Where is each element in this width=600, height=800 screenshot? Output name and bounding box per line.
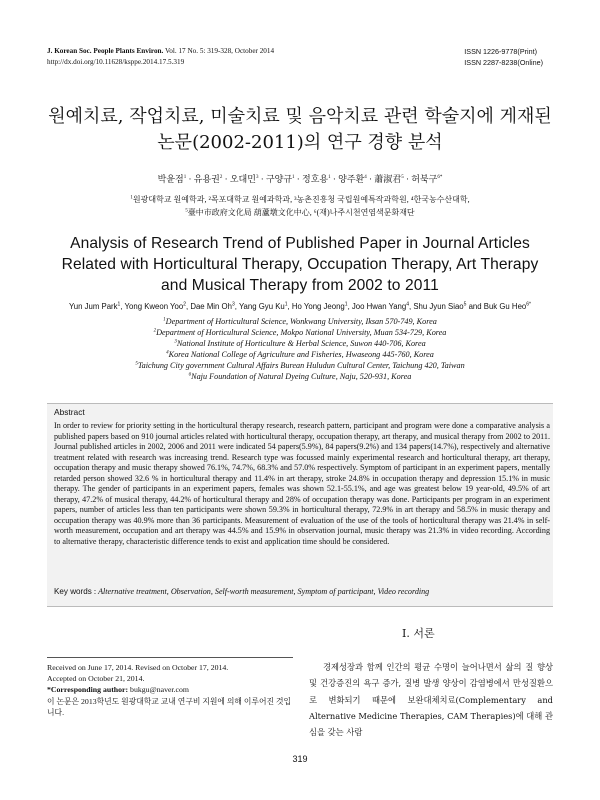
author-affiliation-marker: 1 — [284, 301, 288, 308]
english-author-list — [0, 302, 600, 311]
author-name: Yang Gyu Ku — [238, 302, 285, 311]
author-affiliation-marker: 1 — [292, 175, 295, 180]
affiliation-text: Naju Foundation of Natural Dyeing Culture, Naju, 520-931, Korea — [191, 372, 412, 381]
korean-title-line-2: 논문(2002-2011)의 연구 경향 분석 — [157, 132, 443, 153]
issn-block — [464, 46, 543, 68]
korean-affiliations — [0, 193, 600, 219]
author-name: 유용권 — [193, 174, 220, 184]
english-title-line-1: Analysis of Research Trend of Published Paper in Journal Articles — [70, 235, 530, 252]
keywords — [54, 587, 429, 596]
author-affiliation-marker: 3 — [231, 301, 235, 308]
author-affiliation-marker: 1 — [344, 301, 348, 308]
author-separator: · — [186, 174, 194, 184]
affiliation-marker: 5 — [135, 361, 138, 367]
corresponding-author-label: *Corresponding author: — [47, 685, 129, 695]
english-title-line-2: Related with Horticultural Therapy, Occupation Therapy, Art Therapy — [61, 256, 539, 273]
abstract-text: In order to review for priority setting in the horticultural therapy research, research pattern, participant and program were done a comparative analysis a published papers based on 910 journal articles related with horticultural therapy, occupation therapy, art therapy, and musical therapy from 2002 to 2011. Journal published articles in 2002, 2006 and 2011 were indicated 54 papers(5.9%), 84 papers(9.2%) and 134 papers(14.7%), respectively and alternative treatment related with research was increasing trend. Research type was focussed mainly experimental research and horticultural therapy, art therapy, occupation therapy and music therapy showed 76.1%, 74.7%, 68.3% and 57.0% respectively. Symptom of participant in an experiment papers, mentally retarded person showed 32.6 % in horticultural therapy and 11.4% in art therapy, stroke 24.8% in occupation therapy and depression 15.1% in music therapy. The gender of participants in an experiment papers, females was shown 52.1-55.1%, and age was greatest below 19 year-old, 49.5% of art therapy, 47.2% of musical therapy, 44.2% of horticultural therapy and 28% of occupation therapy was done. Participants per program in an experiment papers, number of articles less than ten participants were shown 59.3% in horticultural therapy, 72.9% in art therapy and 58.5% in music therapy and occupation therapy was 40.9% more than 36 participants. Measurement of evaluation of the use of the tools of horticultural therapy was 21.4% in self-worth measurement, occupation and art therapy was 44.5% and 15.9% in observation journal, music therapy was 21.3% in video recording. According to alternative therapy, characteristic difference tends to exist and application time should be considered. — [54, 421, 550, 546]
received-date: Received on June 17, 2014. Revised on October 17, 2014. — [47, 663, 229, 672]
author-affiliation-marker: 4 — [364, 175, 367, 180]
author-affiliation-marker: 2 — [183, 301, 186, 308]
english-affiliation-line — [0, 338, 600, 349]
author-name: 양주환 — [338, 174, 365, 184]
author-name: 구양규 — [265, 174, 293, 184]
affiliation-text: Department of Horticultural Science, Mokpo National University, Muan 534-729, Korea — [156, 328, 447, 337]
korean-affiliation-line-1: 원광대학교 원예학과, ²목포대학교 원예과학과, ³농촌진흥청 국립원예특작과학원, ⁴한국농수산대학, — [132, 195, 470, 204]
affiliation-marker: 2 — [153, 328, 157, 334]
footnote-divider — [47, 657, 293, 658]
korean-title — [0, 104, 600, 156]
english-affiliation-line — [0, 371, 600, 382]
author-separator: , — [234, 302, 239, 311]
affiliation-text: Taichung City government Cultural Affairs Burean Huludun Cultural Center, Taichung 420, Taiwan — [137, 361, 465, 370]
author-separator: · — [330, 174, 339, 184]
author-affiliation-marker: 1 — [328, 175, 331, 180]
footnote — [47, 662, 297, 718]
author-separator: , — [409, 302, 414, 311]
author-name: 蕭淑君 — [374, 174, 402, 184]
author-separator: , — [186, 302, 191, 311]
english-affiliation-line — [0, 360, 600, 371]
author-separator: · — [294, 174, 303, 184]
author-separator: · — [366, 174, 375, 184]
english-affiliations — [0, 316, 600, 382]
doi-link[interactable]: http://dx.doi.org/10.11628/ksppe.2014.17.5.319 — [47, 58, 185, 66]
english-title — [0, 233, 600, 296]
author-affiliation-marker: 6* — [437, 175, 443, 180]
author-separator: , — [347, 302, 352, 311]
keywords-label: Key words — [54, 587, 92, 596]
affiliation-marker: 6 — [188, 372, 192, 378]
author-separator: , — [287, 302, 292, 311]
english-affiliation-line — [0, 349, 600, 360]
author-separator: and — [466, 302, 484, 311]
author-affiliation-marker: 5 — [401, 175, 404, 180]
section-heading-introduction: Ⅰ. 서론 — [402, 627, 435, 640]
author-name: 오대민 — [229, 174, 256, 184]
issn-print: ISSN 1226-9778(Print) — [464, 47, 537, 56]
author-name: Shu Jyun Siao — [413, 302, 464, 311]
journal-name: J. Korean Soc. People Plants Environ. — [47, 47, 164, 55]
english-affiliation-line — [0, 316, 600, 327]
affiliation-text: National Institute of Horticulture & Herbal Science, Suwon 440-706, Korea — [176, 339, 426, 348]
author-name: Yong Kweon Yoo — [124, 302, 184, 311]
author-separator: , — [120, 302, 125, 311]
keywords-separator: : — [91, 587, 99, 596]
introduction-paragraph: 경제성장과 함께 인간의 평균 수명이 늘어나면서 삶의 질 향상 및 건강증진의 욕구 증가, 질병 발생 양상이 감염병에서 만성질환으로 변화되기 때문에 보완대체치료(Complementary and Alternative Medicine Therapies, CAM Therapies)에 대해 관심을 갖는 사람 — [309, 662, 553, 738]
affil-sup: 5 — [185, 208, 188, 214]
funding-note: 이 논문은 2013학년도 원광대학교 교내 연구비 지원에 의해 이루어진 것입니다. — [47, 696, 292, 717]
author-name: 박윤점 — [157, 174, 184, 184]
author-name: Ho Yong Jeong — [291, 302, 345, 311]
page-number: 319 — [292, 754, 308, 764]
affil-sup: 1 — [130, 195, 133, 201]
journal-header — [47, 46, 274, 68]
issn-online: ISSN 2287-8238(Online) — [464, 58, 543, 67]
author-name: Buk Gu Heo — [483, 302, 527, 311]
korean-title-line-1: 원예치료, 작업치료, 미술치료 및 음악치료 관련 학술지에 게재된 — [48, 106, 552, 127]
korean-author-list — [0, 172, 600, 185]
english-affiliation-line — [0, 327, 600, 338]
affiliation-text: Department of Horticultural Science, Wonkwang University, Iksan 570-749, Korea — [165, 317, 437, 326]
author-name: Joo Hwan Yang — [351, 302, 407, 311]
author-name: 허북구 — [411, 174, 438, 184]
affiliation-marker: 3 — [174, 339, 177, 345]
author-name: Dae Min Oh — [190, 302, 232, 311]
author-affiliation-marker: 5 — [463, 301, 467, 308]
english-title-line-3: and Musical Therapy from 2002 to 2011 — [161, 277, 439, 294]
affiliation-text: Korea National College of Agriculture and Fisheries, Hwaseong 445-760, Korea — [168, 350, 434, 359]
abstract-heading: Abstract — [54, 407, 85, 417]
author-separator: · — [403, 174, 412, 184]
korean-affiliation-line-2: 臺中市政府文化局 葫蘆墩文化中心, ⁶(재)나주시천연염색문화재단 — [187, 208, 415, 217]
author-affiliation-marker: 4 — [406, 301, 410, 308]
accepted-date: Accepted on October 21, 2014. — [47, 674, 145, 684]
author-affiliation-marker: 2 — [219, 175, 223, 180]
author-affiliation-marker: 6* — [526, 301, 531, 308]
affiliation-marker: 1 — [163, 317, 166, 323]
author-separator: · — [258, 174, 266, 184]
keywords-values: Alternative treatment, Observation, Self-worth measurement, Symptom of participant, Video recording — [98, 587, 430, 596]
corresponding-author-email[interactable]: bukgu@naver.com — [128, 685, 189, 695]
author-name: 정호용 — [302, 174, 329, 184]
journal-issue: Vol. 17 No. 5: 319-328, October 2014 — [163, 47, 275, 55]
affiliation-marker: 4 — [166, 350, 169, 356]
author-affiliation-marker: 3 — [255, 175, 259, 180]
author-separator: · — [222, 174, 230, 184]
author-name: Yun Jum Park — [69, 302, 118, 311]
author-affiliation-marker: 1 — [183, 175, 187, 180]
author-affiliation-marker: 1 — [117, 301, 121, 308]
